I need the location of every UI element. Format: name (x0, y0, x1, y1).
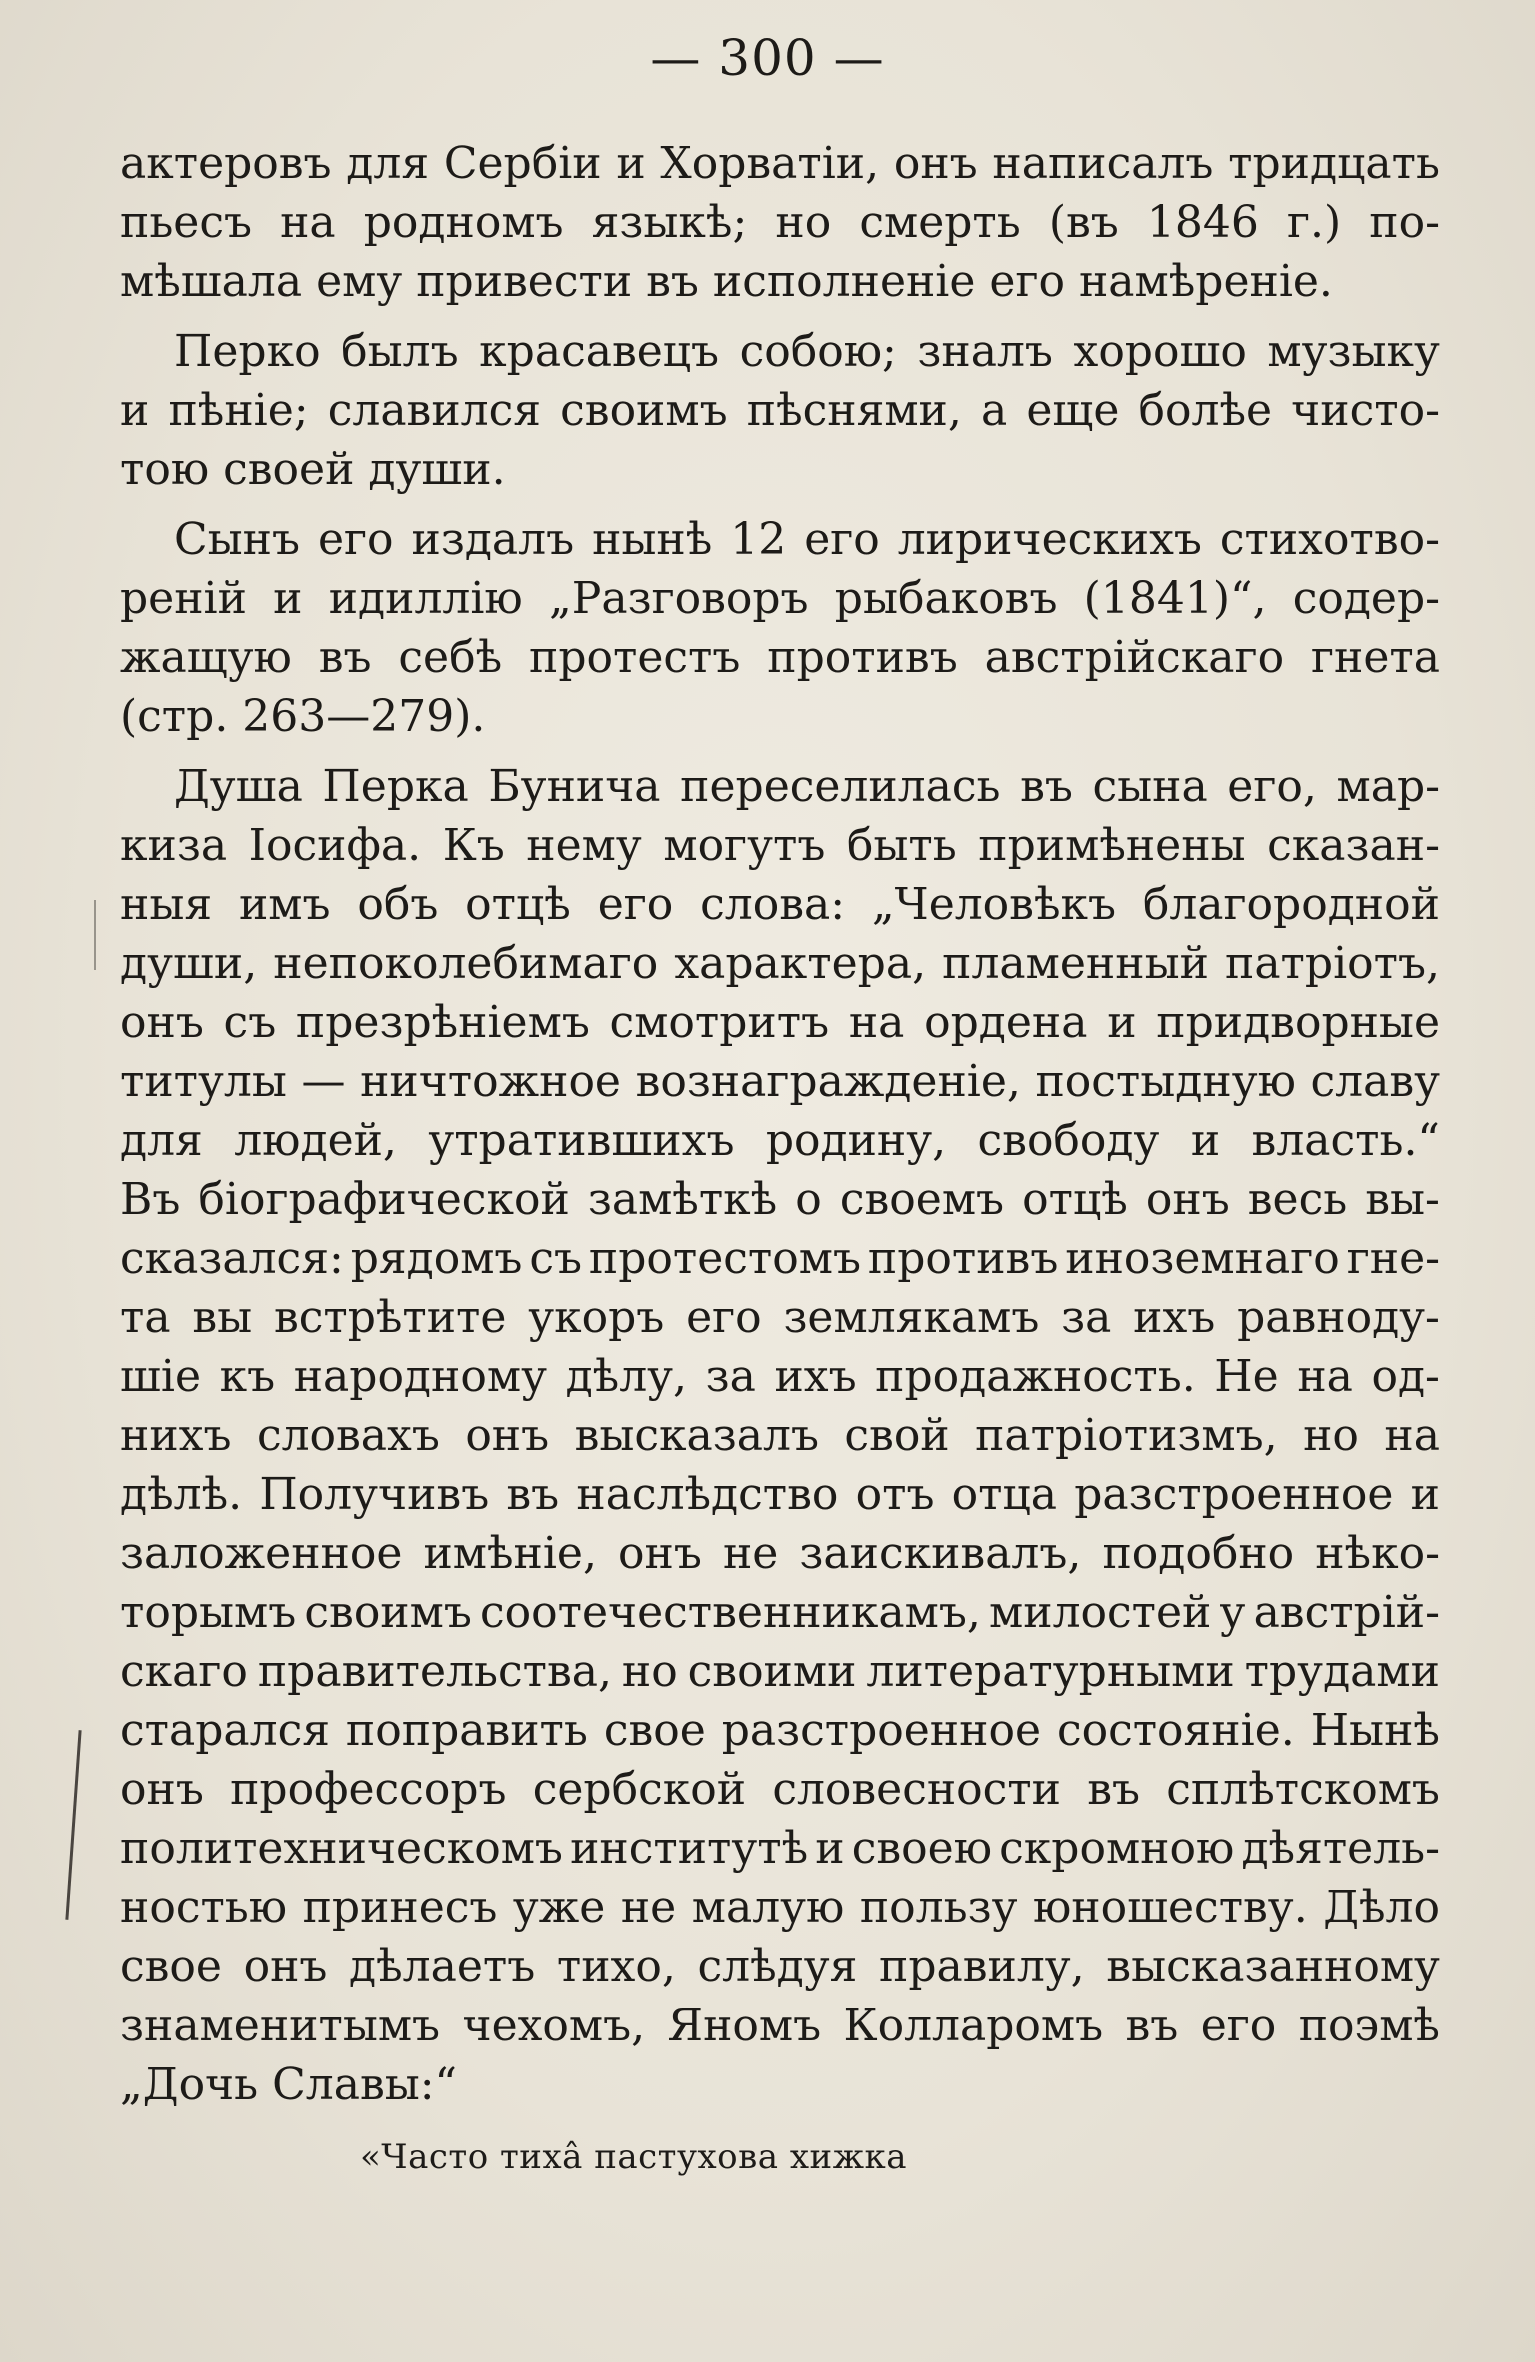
text-line: политехническомъ институтѣ и своею скромною дѣятель- (120, 1823, 1440, 1874)
margin-pencil-mark (94, 900, 96, 970)
text-line: Сынъ его издалъ нынѣ 12 его лирическихъ стихотво- (174, 514, 1440, 565)
text-line: сказался: рядомъ съ протестомъ противъ иноземнаго гне- (120, 1233, 1440, 1284)
text-line: жащую въ себѣ протестъ противъ австрійскаго гнета (120, 632, 1440, 683)
text-line: реній и идиллію „Разговоръ рыбаковъ (1841)“, содер- (120, 573, 1440, 624)
body-text (120, 134, 1440, 2114)
text-line: титулы — ничтожное вознагражденіе, постыдную славу (120, 1056, 1440, 1107)
page-number: — 300 — (650, 29, 885, 87)
text-line: торымъ своимъ соотечественникамъ, милостей у австрій- (120, 1587, 1440, 1638)
verse-quote (360, 2132, 907, 2182)
text-line: та вы встрѣтите укоръ его землякамъ за ихъ равноду- (120, 1292, 1440, 1343)
text-line: души, непоколебимаго характера, пламенный патріотъ, (120, 938, 1440, 989)
text-line: свое онъ дѣлаетъ тихо, слѣдуя правилу, высказанному (120, 1941, 1440, 1992)
text-line: Въ біографической замѣткѣ о своемъ отцѣ онъ весь вы- (120, 1174, 1440, 1225)
text-line: заложенное имѣніе, онъ не заискивалъ, подобно нѣко- (120, 1528, 1440, 1579)
text-line: актеровъ для Сербіи и Хорватіи, онъ написалъ тридцать (120, 138, 1440, 189)
text-line: тою своей души. (120, 444, 506, 495)
text-line: киза Іосифа. Къ нему могутъ быть примѣнены сказан- (120, 820, 1440, 871)
text-line: ныя имъ объ отцѣ его слова: „Человѣкъ благородной (120, 879, 1440, 930)
text-line: знаменитымъ чехомъ, Яномъ Колларомъ въ его поэмѣ (120, 2000, 1440, 2051)
text-line: для людей, утратившихъ родину, свободу и власть.“ (120, 1115, 1440, 1166)
text-line: старался поправить свое разстроенное состояніе. Нынѣ (120, 1705, 1440, 1756)
text-line: мѣшала ему привести въ исполненіе его намѣреніе. (120, 256, 1333, 307)
text-line: онъ профессоръ сербской словесности въ сплѣтскомъ (120, 1764, 1440, 1815)
verse-line: «Часто тиха̂ пастухова хижка (360, 2137, 907, 2177)
text-line: онъ съ презрѣніемъ смотритъ на ордена и придворные (120, 997, 1440, 1048)
text-line: дѣлѣ. Получивъ въ наслѣдство отъ отца разстроенное и (120, 1469, 1440, 1520)
text-line: (стр. 263—279). (120, 691, 486, 742)
text-line: ностью принесъ уже не малую пользу юношеству. Дѣло (120, 1882, 1440, 1933)
text-line: Перко былъ красавецъ собою; зналъ хорошо музыку (174, 326, 1440, 377)
text-line: „Дочь Славы:“ (120, 2059, 458, 2110)
text-line: Душа Перка Бунича переселилась въ сына его, мар- (174, 761, 1440, 812)
text-line: нихъ словахъ онъ высказалъ свой патріотизмъ, но на (120, 1410, 1440, 1461)
text-line: скаго правительства, но своими литературными трудами (120, 1646, 1440, 1697)
margin-pencil-mark (65, 1730, 81, 1920)
text-line: и пѣніе; славился своимъ пѣснями, а еще болѣе чисто- (120, 385, 1440, 436)
text-line: пьесъ на родномъ языкѣ; но смерть (въ 1846 г.) по- (120, 197, 1440, 248)
text-line: шіе къ народному дѣлу, за ихъ продажность. Не на од- (120, 1351, 1440, 1402)
